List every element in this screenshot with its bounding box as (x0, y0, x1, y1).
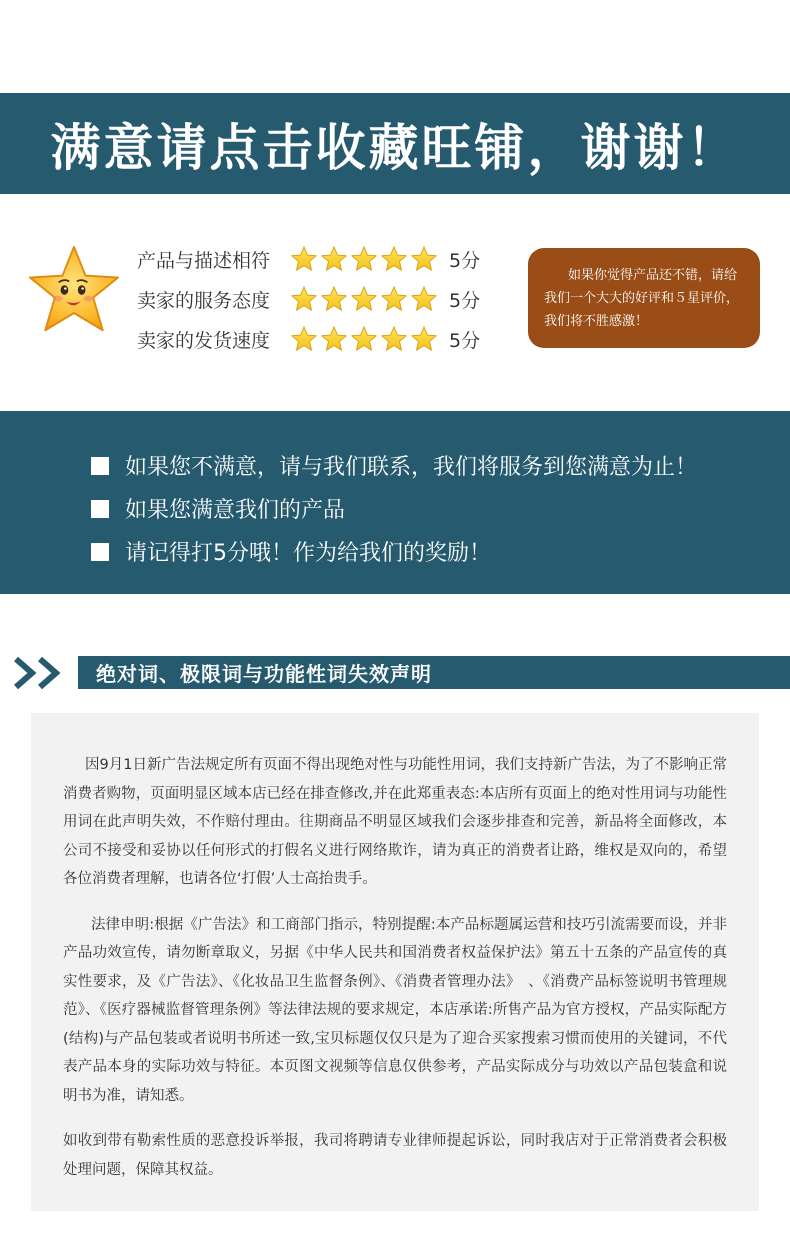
declaration-title-bar (78, 656, 790, 689)
request-item (0, 444, 790, 487)
gold-star-icon (319, 325, 349, 353)
rating-score: 5分 (449, 289, 481, 312)
rating-label: 卖家的发货速度 (137, 329, 271, 352)
rating-list (137, 239, 480, 359)
rating-label: 产品与描述相符 (137, 249, 271, 272)
banner-title: 满意请点击收藏旺铺，谢谢！ (50, 118, 740, 177)
declaration-panel (31, 713, 759, 1211)
rating-row (137, 319, 480, 359)
gold-star-icon (349, 325, 379, 353)
star-rating (289, 285, 439, 313)
gold-star-icon (289, 325, 319, 353)
gold-star-icon (319, 245, 349, 273)
star-mascot-icon (26, 244, 122, 336)
rating-row (137, 239, 480, 279)
square-bullet-icon (91, 457, 109, 475)
request-text: 如果您不满意，请与我们联系，我们将服务到您满意为止！ (125, 455, 698, 480)
gold-star-icon (379, 285, 409, 313)
square-bullet-icon (91, 500, 109, 518)
rating-score: 5分 (449, 329, 481, 352)
request-text: 请记得打5分哦！作为给我们的奖励！ (125, 541, 491, 566)
gold-star-icon (289, 245, 319, 273)
star-rating (289, 245, 439, 273)
rating-section (0, 194, 790, 411)
request-item (0, 530, 790, 573)
gold-star-icon (379, 325, 409, 353)
declaration-paragraph: 法律申明:根据《广告法》和工商部门指示，特别提醒:本产品标题属运营和技巧引流需要而设，并非产品功效宣传，请勿断章取义，另据《中华人民共和国消费者权益保护法》第五十五条的产品宣传的真实性要求，及《广告法》、《化妆品卫生监督条例》、《消费者管理办法》 、《消费产品标签说明书管理规范》、《医疗器械监督管理条例》等法律法规的要求规定，本店承诺:所售产品为官方授权，产品实际配方(结构)与产品包装或者说明书所述一致,宝贝标题仅仅只是为了迎合买家搜索习惯而使用的关键词，不代表产品本身的实际功效与特征。本页图文视频等信息仅供参考，产品实际成分与功效以产品包装盒和说明书为准，请知悉。 (63, 916, 727, 1104)
declaration-header (0, 654, 790, 690)
gold-star-icon (349, 245, 379, 273)
gold-star-icon (409, 325, 439, 353)
gold-star-icon (319, 285, 349, 313)
request-banner (0, 411, 790, 594)
gold-star-icon (379, 245, 409, 273)
gold-star-icon (349, 285, 379, 313)
gold-star-icon (409, 245, 439, 273)
rating-row (137, 279, 480, 319)
top-banner (0, 93, 790, 194)
declaration-title: 绝对词、极限词与功能性词失效声明 (96, 662, 432, 686)
rating-label: 卖家的服务态度 (137, 289, 271, 312)
review-request-bubble: 如果你觉得产品还不错，请给我们一个大大的好评和５星评价，我们将不胜感激！ (528, 248, 760, 348)
rating-score: 5分 (449, 249, 481, 272)
request-item (0, 487, 790, 530)
gold-star-icon (409, 285, 439, 313)
double-chevron-right-icon (14, 656, 72, 690)
square-bullet-icon (91, 543, 109, 561)
star-rating (289, 325, 439, 353)
gold-star-icon (289, 285, 319, 313)
declaration-paragraph: 如收到带有勒索性质的恶意投诉举报，我司将聘请专业律师提起诉讼，同时我店对于正常消费者会积极处理问题，保障其权益。 (63, 1133, 727, 1178)
request-text: 如果您满意我们的产品 (125, 498, 346, 523)
declaration-paragraph: 因9月1日新广告法规定所有页面不得出现绝对性与功能性用词，我们支持新广告法，为了不影响正常消费者购物，页面明显区域本店已经在排查修改,并在此郑重表态:本店所有页面上的绝对性用词与功能性用词在此声明失效，不作赔付理由。往期商品不明显区域我们会逐步排查和完善，新品将全面修改，本公司不接受和妥协以任何形式的打假名义进行网络欺诈，请为真正的消费者让路，维权是双向的，希望各位消费者理解，也请各位‘打假’人士高抬贵手。 (63, 757, 727, 887)
